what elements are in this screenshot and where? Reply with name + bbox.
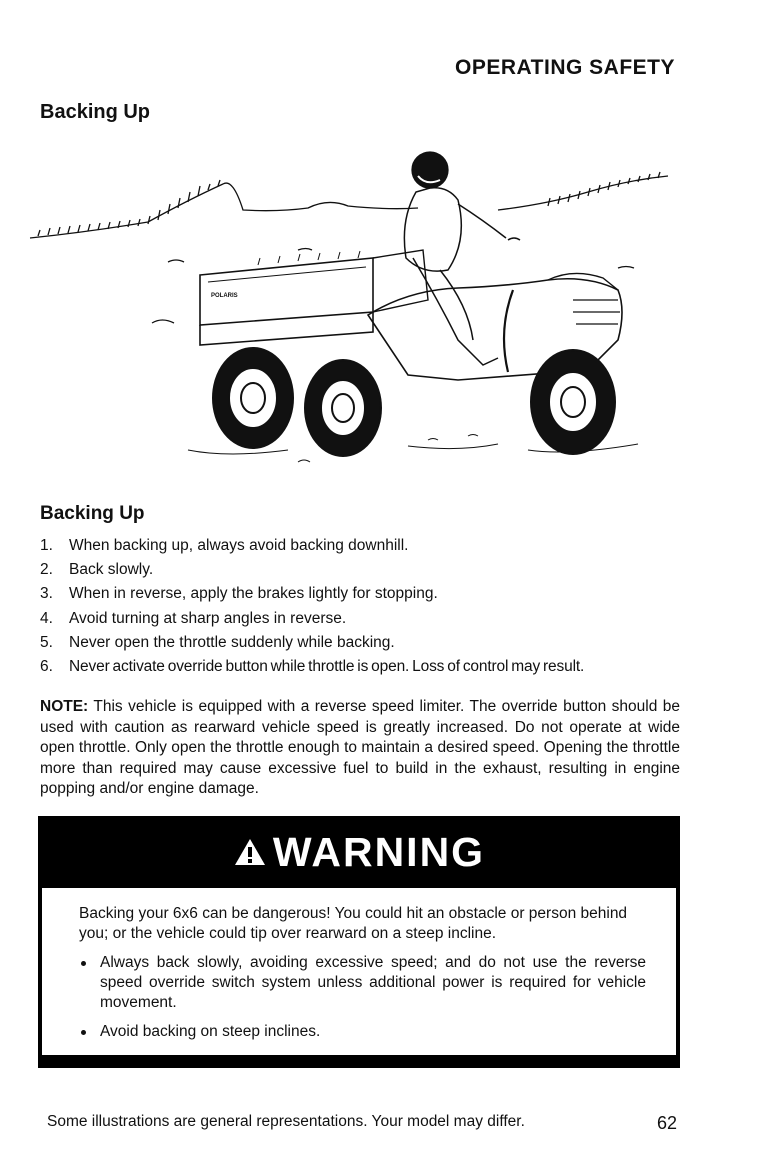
step-text: When in reverse, apply the brakes lightly for stopping.	[69, 585, 438, 603]
list-item	[40, 582, 680, 606]
footer-disclaimer: Some illustrations are general representations. Your model may differ.	[47, 1113, 525, 1130]
note-label: NOTE:	[40, 698, 89, 715]
warning-box	[38, 816, 680, 1068]
list-item	[40, 534, 680, 558]
step-number: 5.	[40, 633, 53, 651]
step-text: When backing up, always avoid backing downhill.	[69, 537, 409, 555]
page-number: 62	[656, 1113, 677, 1133]
warning-heading: WARNING	[272, 828, 486, 875]
step-text: Back slowly.	[69, 561, 154, 579]
section-title: Backing Up	[40, 503, 145, 524]
step-text: Never open the throttle suddenly while backing.	[69, 633, 395, 651]
step-text: Avoid turning at sharp angles in reverse.	[69, 609, 347, 627]
step-number: 6.	[40, 658, 53, 676]
note-paragraph	[40, 697, 680, 800]
warning-triangle-icon	[233, 837, 267, 867]
brand-decal: POLARIS	[211, 293, 238, 299]
steps-list	[40, 534, 680, 679]
warning-header	[38, 816, 680, 888]
warning-intro: Backing your 6x6 can be dangerous! You could hit an obstacle or person behind you; or the vehicle could tip over rearward on a steep incline.	[79, 905, 628, 942]
page-footer	[47, 1113, 677, 1134]
list-item: Avoid backing on steep inclines.	[79, 1022, 646, 1042]
list-item	[40, 631, 680, 655]
list-item: Always back slowly, avoiding excessive speed; and do not use the reverse speed override switch system unless additional power is required for vehicle movement.	[79, 953, 646, 1013]
section-header: OPERATING SAFETY	[455, 56, 675, 79]
list-item	[40, 655, 680, 679]
warning-bullets	[79, 953, 646, 1042]
note-text: This vehicle is equipped with a reverse speed limiter. The override button should be used with caution as rearward vehicle speed is greatly increased. Do not operate at wide open throttle. Only open the throttle enough to maintain a desired speed. Opening the throttle more than required may cause excessive fuel to build in the exhaust, resulting in engine popping and/or engine damage.	[40, 698, 681, 797]
list-item	[40, 607, 680, 631]
step-number: 4.	[40, 609, 53, 627]
step-number: 1.	[40, 537, 53, 555]
atv-backing-illustration	[28, 140, 678, 485]
step-text: Never activate override button while throttle is open. Loss of control may result.	[69, 658, 585, 676]
list-item	[40, 558, 680, 582]
step-number: 3.	[40, 585, 53, 603]
warning-body	[42, 888, 676, 1055]
page-title: Backing Up	[40, 101, 151, 123]
step-number: 2.	[40, 561, 53, 579]
